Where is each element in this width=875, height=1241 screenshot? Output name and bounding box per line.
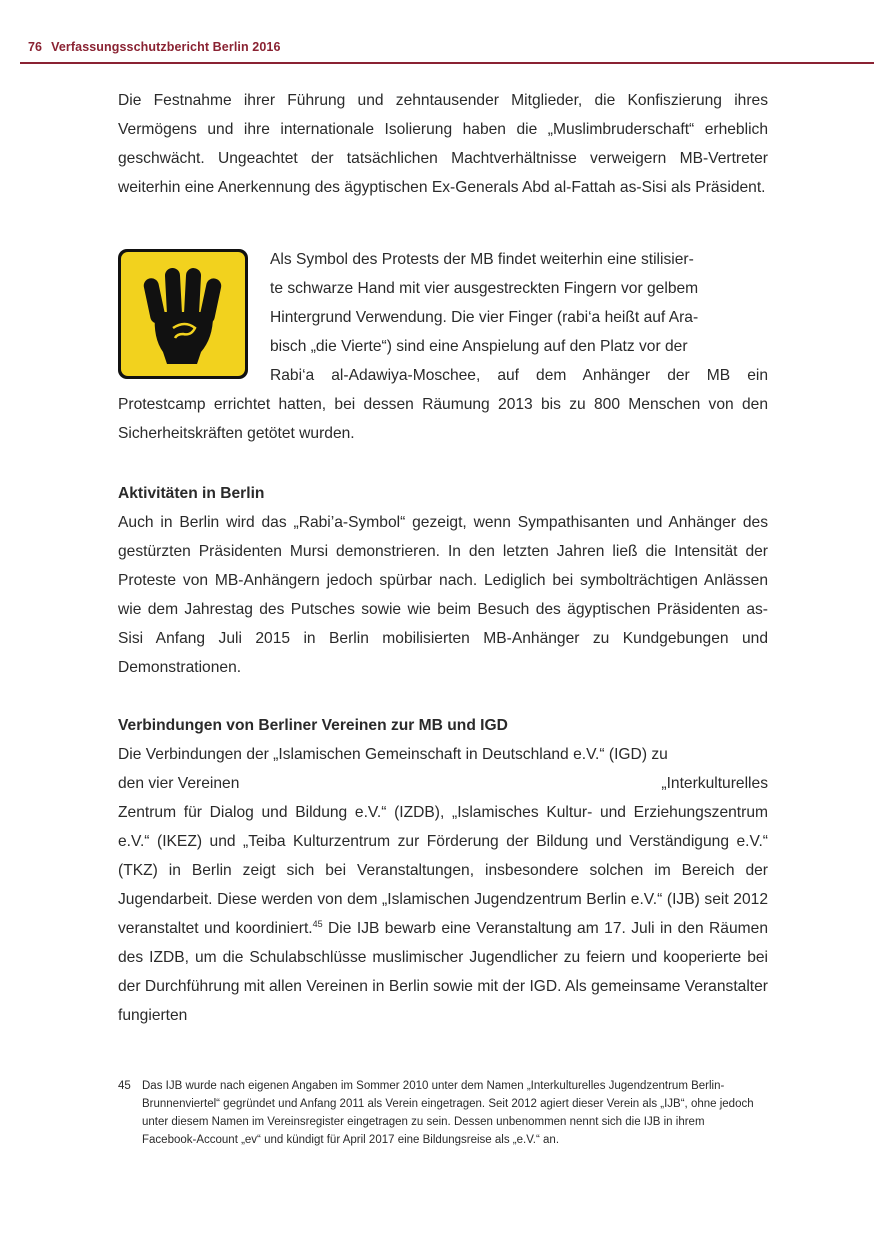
paragraph-text: Die Festnahme ihrer Führung und zehntausender Mitglieder, die Konfiszierung ihres Vermögens und ihre internationale Isolierung haben die „Muslimbruderschaft“ erheblich geschwächt. Ungeachtet der tatsächlichen Machtverhältnisse verweigern MB-Vertreter weiterhin eine Anerkennung des ägyptischen Ex-Generals Abd al-Fattah as-Sisi als Präsident. <box>118 92 768 196</box>
footnote-text: Das IJB wurde nach eigenen Angaben im Sommer 2010 unter dem Namen „Interkulturelles Jugendzentrum Berlin-Brunnenviertel“ gegründet und Anfang 2011 als Verein eingetragen. Seit 2012 agiert dieser Verein als „IJB“, ohne jedoch unter diesem Namen im Vereinsregister eingetragen zu sein. Dessen unbenommen nennt sich die IJB in ihrem Facebook-Account „ev“ und kündigt für April 2017 eine Bildungsreise als „e.V.“ an. <box>142 1080 754 1146</box>
page-number: 76 <box>28 40 43 54</box>
text-fragment: „Interkulturelles <box>661 775 768 792</box>
section-heading: Aktivitäten in Berlin <box>118 485 265 502</box>
paragraph-continuation: Protestcamp errichtet hatten, bei dessen Räumung 2013 bis zu 800 Menschen von den Sicherheitskräften getötet wurden. <box>118 396 768 442</box>
text-beside-image <box>270 245 768 390</box>
footnote-reference[interactable]: 45 <box>312 919 323 929</box>
paragraph-intro <box>118 86 768 202</box>
footnote-number: 45 <box>118 1080 131 1092</box>
text-run: Zentrum für Dialog und Bildung e.V.“ (IZDB), „Islamisches Kultur- und Erziehungszentrum e.V.“ (IKEZ) und „Teiba Kulturzentrum zur Förderung der Bildung und Verständigung e.V.“ (TKZ) in Berlin zeigt sich bei Veranstaltungen, insbesondere solchen im Bereich der Jugendarbeit. Diese werden von dem „Islamischen Jugendzentrum Berlin e.V.“ (IJB) seit 2012 veranstaltet und koordiniert. <box>118 804 768 937</box>
footnote <box>118 1077 758 1149</box>
header-rule <box>20 62 874 64</box>
text-line: Rabi‘a al-Adawiya-Moschee, auf dem Anhänger der MB ein <box>270 367 768 384</box>
section-activities <box>118 479 768 682</box>
text-fragment: den vier Vereinen <box>118 775 240 792</box>
text-line: bisch „die Vierte“) sind eine Anspielung auf den Platz vor der <box>270 338 688 355</box>
section-heading: Verbindungen von Berliner Vereinen zur MB und IGD <box>118 717 508 734</box>
text-line: te schwarze Hand mit vier ausgestreckten Fingern vor gelbem <box>270 280 699 297</box>
running-head <box>28 40 281 54</box>
text-line: Hintergrund Verwendung. Die vier Finger (rabi‘a heißt auf Ara- <box>270 309 699 326</box>
page-header <box>20 40 874 64</box>
section-text <box>118 798 768 1030</box>
text-run: Die IJB bewarb eine Veranstaltung am 17. Juli in den Räumen des IZDB, um die Schulabschlüsse muslimischer Jugendlicher zu feiern und kooperierte bei der Durchführung mit allen Vereinen in Berlin sowie mit der IGD. Als gemeinsame Veranstalter fungierten <box>118 920 768 1024</box>
section-text: Auch in Berlin wird das „Rabi’a-Symbol“ gezeigt, wenn Sympathisanten und Anhänger des gestürzten Präsidenten Mursi demonstrieren. In den letzten Jahren ließ die Intensität der Proteste von MB-Anhängern jedoch spürbar nach. Lediglich bei symbolträchtigen Anlässen wie dem Jahrestag des Putsches sowie wie beim Besuch des ägyptischen Präsidenten as-Sisi Anfang Juli 2015 in Berlin mobilisierten MB-Anhänger zu Kundgebungen und Demonstrationen. <box>118 514 768 676</box>
publication-title: Verfassungsschutzbericht Berlin 2016 <box>51 40 281 54</box>
text-line: Als Symbol des Protests der MB findet weiterhin eine stilisier- <box>270 251 694 268</box>
text-line: Die Verbindungen der „Islamischen Gemeinschaft in Deutschland e.V.“ (IGD) zu <box>118 746 668 763</box>
symbol-label: RABIA <box>165 363 201 375</box>
text-line-gap <box>118 769 768 798</box>
paragraph-symbol <box>118 245 768 448</box>
section-connections <box>118 711 768 1030</box>
